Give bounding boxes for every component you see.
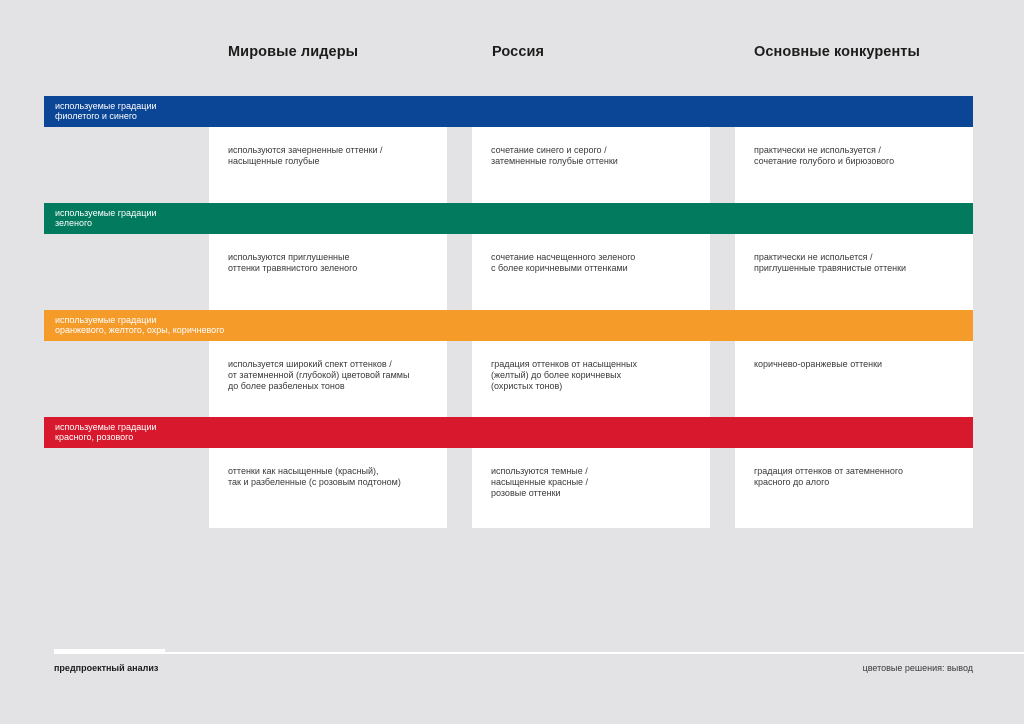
cell-red-russia [472, 446, 710, 528]
column-header-russia: Россия [492, 44, 545, 60]
cell-text-line: (желтый) до более коричневых [491, 370, 622, 380]
cell-text-line: с более коричневыми оттенками [491, 263, 628, 273]
cell-text-line: так и разбеленные (с розовым подтоном) [228, 477, 401, 487]
band-label-line: оранжевого, желтого, охры, коричневого [55, 324, 225, 335]
band-label-line: используемые градации [55, 101, 157, 111]
band-label-line: используемые градации [55, 315, 157, 325]
footer-section-title: предпроектный анализ [54, 663, 159, 673]
cell-red-world-leaders [209, 446, 447, 528]
cell-text-line: используется широкий спект оттенков / [228, 359, 392, 369]
cell-text-line: красного до алого [754, 477, 830, 487]
cell-text-line: приглушенные травянистые оттенки [754, 263, 907, 273]
cell-text-line: затемненные голубые оттенки [491, 156, 618, 166]
footer-page-title: цветовые решения: вывод [862, 663, 973, 673]
cell-text-line: от затемненной (глубокой) цветовой гаммы [228, 370, 410, 380]
band-label-line: фиолетого и синего [55, 110, 137, 121]
column-header-competitors: Основные конкуренты [754, 44, 920, 60]
cell-blue-russia [472, 125, 710, 203]
cell-text-line: используются темные / [491, 466, 588, 476]
band-label-line: зеленого [55, 217, 93, 228]
band-label-line: используемые градации [55, 422, 157, 432]
cell-text-line: розовые оттенки [491, 488, 561, 498]
cell-text-line: градация оттенков от насыщенных [491, 359, 637, 369]
band-green [44, 203, 973, 234]
band-red-pink [44, 417, 973, 448]
cell-text-line: практически не используется / [754, 145, 881, 155]
cell-text-line: практически не испольется / [754, 252, 873, 262]
cell-text-line: оттенки травянистого зеленого [228, 263, 358, 273]
cell-blue-competitors [735, 125, 973, 203]
cell-text-line: насыщенные голубые [228, 156, 320, 166]
cell-green-russia [472, 232, 710, 310]
cell-text-line: используются зачерненные оттенки / [228, 145, 383, 155]
band-label-line: красного, розового [55, 431, 134, 442]
band-label-line: используемые градации [55, 208, 157, 218]
cell-text-line: сочетание синего и серого / [491, 145, 607, 155]
cell-text-line: оттенки как насыщенные (красный), [228, 466, 379, 476]
footer-divider-accent [54, 649, 165, 654]
column-header-world-leaders: Мировые лидеры [228, 44, 359, 60]
cell-text-line: градация оттенков от затемненного [754, 466, 903, 476]
cell-orange-competitors [735, 339, 973, 417]
cell-text-line: насыщенные красные / [491, 477, 589, 487]
cell-blue-world-leaders [209, 125, 447, 203]
cell-text-line: используются приглушенные [228, 252, 350, 262]
cell-green-world-leaders [209, 232, 447, 310]
cell-text-line: коричнево-оранжевые оттенки [754, 359, 883, 369]
cell-text-line: сочетание насчещенного зеленого [491, 252, 636, 262]
cell-orange-russia [472, 339, 710, 417]
cell-red-competitors [735, 446, 973, 528]
cell-green-competitors [735, 232, 973, 310]
cell-orange-world-leaders [209, 339, 447, 417]
band-orange-yellow-ochre-brown [44, 310, 973, 341]
footer-divider [54, 652, 1024, 654]
cell-text-line: до более разбеленых тонов [228, 381, 345, 391]
cell-text-line: (охристых тонов) [491, 381, 563, 391]
cell-text-line: сочетание голубого и бирюзового [754, 156, 895, 166]
band-blue-violet [44, 96, 973, 127]
